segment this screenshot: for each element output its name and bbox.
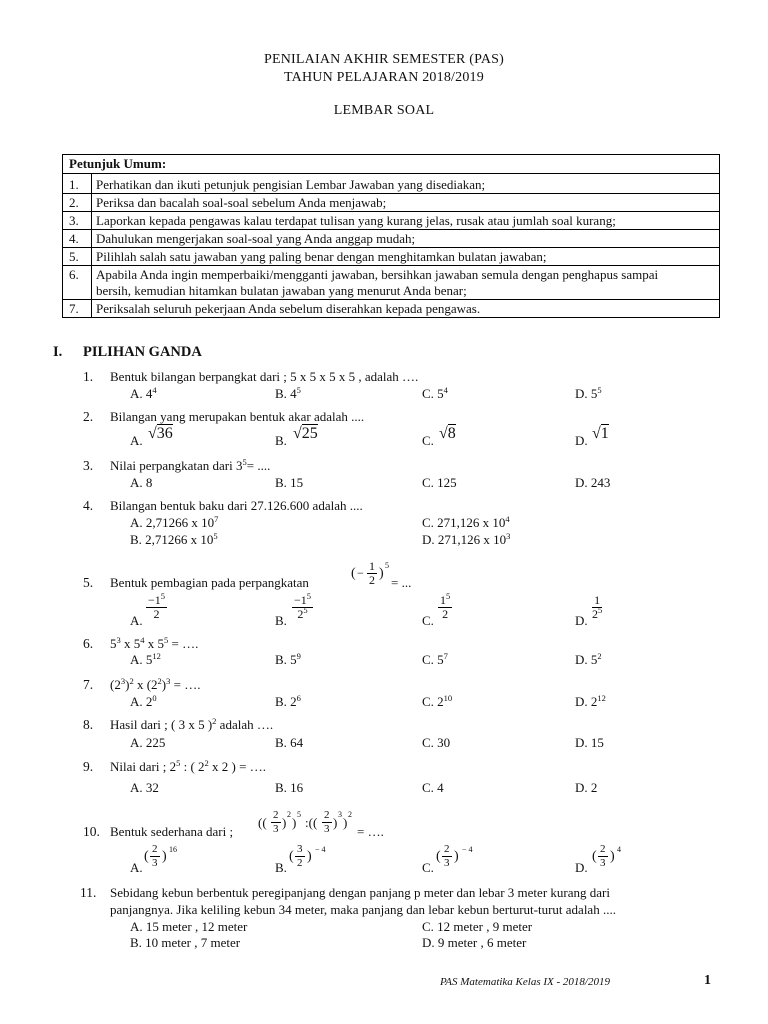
question-text: Nilai perpangkatan dari $3^5=$ .... [110, 457, 271, 473]
option-a[interactable]: A. 15 meter , 12 meter [130, 919, 248, 934]
sqrt-icon: √ [439, 425, 448, 442]
option-b-fraction: $\frac{3}{2}$ [297, 843, 303, 869]
question-text: Bentuk pembagian pada perpangkatan [110, 575, 309, 590]
option-a-fraction: $\frac{2}{3}$ [152, 843, 158, 869]
option-c[interactable]: C. 4 [422, 780, 444, 795]
paren: ) [610, 849, 615, 864]
option-b[interactable]: B. 64 [275, 735, 304, 750]
page-number: 1 [704, 973, 711, 988]
question-number: 9. [83, 759, 94, 774]
instruction-number: 4. [69, 231, 79, 246]
expression-paren: ) [379, 566, 384, 581]
paren: ( [144, 849, 149, 864]
instruction-text: Perhatikan dan ikuti petunjuk pengisian Lembar Jawaban yang disediakan; [96, 177, 486, 192]
question-number: 4. [83, 498, 94, 513]
question-text: Hasil dari ; ( 3 x 5 )$^2$ adalah …. [110, 716, 274, 732]
question-number: 7. [83, 677, 94, 692]
instruction-text: Periksa dan bacalah soal-soal sebelum Anda menjawab; [96, 195, 387, 210]
option-d[interactable]: D. $2^{12}$ [575, 693, 606, 709]
instructions-box [62, 154, 720, 318]
option-a[interactable]: A. [130, 433, 143, 448]
question-text: Sebidang kebun berbentuk peregipanjang dengan panjang p meter dan lebar 3 meter kurang dari [110, 885, 610, 900]
paren: ) [162, 849, 167, 864]
instruction-divider [63, 193, 719, 194]
instruction-text: Periksalah seluruh pekerjaan Anda sebelum diserahkan kepada pengawas. [96, 301, 481, 316]
paren: ) [307, 849, 312, 864]
question-text: Bentuk sederhana dari ; [110, 824, 234, 839]
option-b[interactable]: B. $4^5$ [275, 385, 301, 401]
instruction-text: Dahulukan mengerjakan soal-soal yang Anda anggap mudah; [96, 231, 416, 246]
question-text: Nilai dari ; $2^5$ : ( $2^2$ x 2 ) = …. [110, 758, 266, 774]
instruction-number: 1. [69, 177, 79, 192]
option-d[interactable]: D. [575, 613, 588, 628]
option-c-exponent: − 4 [462, 845, 473, 854]
option-b[interactable]: B. 15 [275, 475, 304, 490]
instruction-divider [63, 299, 719, 300]
instruction-text: Apabila Anda ingin memperbaiki/mengganti jawaban, bersihkan jawaban semula dengan penghapus sampai [96, 267, 659, 282]
question-tail: = …. [357, 824, 384, 839]
option-c[interactable]: C. 271,126 x $10^4$ [422, 514, 510, 530]
question-tail: = ... [391, 575, 412, 590]
expression-paren: ) [343, 815, 348, 830]
option-b[interactable]: B. $2^6$ [275, 693, 301, 709]
option-a[interactable]: A. 32 [130, 780, 159, 795]
section-number: I. [53, 344, 63, 360]
question-number: 2. [83, 409, 94, 424]
question-text: Bilangan yang merupakan bentuk akar adalah .... [110, 409, 365, 424]
option-d[interactable]: D. [575, 433, 588, 448]
option-a[interactable]: A. 8 [130, 475, 153, 490]
option-b[interactable]: B. [275, 860, 287, 875]
sqrt-icon: √ [148, 425, 157, 442]
option-d[interactable]: D. $5^2$ [575, 651, 602, 667]
expression-paren: ( [351, 566, 356, 581]
instruction-text-continued: bersih, kemudian hitamkan bulatan jawaban yang menurut Anda benar; [96, 283, 467, 298]
expression-exponent: 3 [338, 810, 342, 819]
option-c-fraction: $\frac{2}{3}$ [444, 843, 450, 869]
option-c[interactable]: C. 30 [422, 735, 451, 750]
sqrt-icon: √ [293, 425, 302, 442]
option-d[interactable]: D. 15 [575, 735, 604, 750]
question-number: 3. [83, 458, 94, 473]
question-number: 11. [80, 885, 97, 900]
option-b-fraction: $\frac{-1^5}{2^5}$ [294, 591, 312, 621]
option-b[interactable]: B. 16 [275, 780, 304, 795]
option-c[interactable]: C. $5^7$ [422, 651, 448, 667]
sqrt-1: √1 [592, 425, 609, 442]
instruction-number: 6. [69, 267, 79, 282]
option-c[interactable]: C. [422, 860, 434, 875]
sqrt-8: √8 [439, 425, 456, 442]
question-number: 10. [83, 824, 100, 839]
sqrt-25: √25 [293, 425, 318, 442]
option-b[interactable]: B. $5^9$ [275, 651, 301, 667]
exam-title: PENILAIAN AKHIR SEMESTER (PAS) [263, 52, 504, 67]
paren: ( [289, 849, 294, 864]
option-d[interactable]: D. 9 meter , 6 meter [422, 935, 527, 950]
option-a[interactable]: A. 225 [130, 735, 166, 750]
option-d[interactable]: D. $5^5$ [575, 385, 602, 401]
expression-exponent: 2 [287, 810, 291, 819]
expression-paren: ) [282, 815, 287, 830]
option-a-fraction: $\frac{-1^5}{2}$ [148, 591, 166, 621]
expression-exponent: 5 [385, 561, 389, 570]
option-c[interactable]: C. 12 meter , 9 meter [422, 919, 533, 934]
option-c[interactable]: C. [422, 613, 434, 628]
instruction-number: 7. [69, 301, 79, 316]
question-number: 1. [83, 369, 94, 384]
question-text: Bentuk bilangan berpangkat dari ; 5 x 5 x 5 x 5 , adalah …. [110, 369, 419, 384]
option-a[interactable]: A. $2^0$ [130, 693, 157, 709]
question-number: 5. [83, 575, 94, 590]
question-text-continued: panjangnya. Jika keliling kebun 34 meter, maka panjang dan lebar kebun berturut-turut adalah .... [110, 902, 616, 917]
option-a[interactable]: A. [130, 860, 143, 875]
sqrt-icon: √ [592, 425, 601, 442]
instruction-divider [63, 229, 719, 230]
option-b[interactable]: B. 10 meter , 7 meter [130, 935, 241, 950]
option-a[interactable]: A. $5^{12}$ [130, 651, 161, 667]
instruction-divider [63, 247, 719, 248]
option-b[interactable]: B. [275, 613, 287, 628]
option-a-exponent: 16 [169, 845, 177, 854]
expression-paren: ) [292, 815, 297, 830]
option-a[interactable]: A. $4^4$ [130, 385, 157, 401]
instruction-text: Pilihlah salah satu jawaban yang paling benar dengan menghitamkan bulatan jawaban; [96, 249, 547, 264]
question-text: $(2^3)^2$ x $(2^2)^3$ = …. [110, 676, 201, 692]
option-d-exponent: 4 [617, 845, 621, 854]
expression-fraction: $\frac{2}{3}$ [273, 809, 279, 835]
expression-divide: :(( [305, 815, 318, 830]
instruction-number: 2. [69, 195, 79, 210]
expression-paren: ) [333, 815, 338, 830]
option-d-fraction: $\frac{1}{2^5}$ [592, 593, 603, 621]
option-c[interactable]: C. $5^4$ [422, 385, 448, 401]
footer-text: PAS Matematika Kelas IX - 2018/2019 [440, 976, 610, 988]
instruction-number: 5. [69, 249, 79, 264]
option-b[interactable]: B. 2,71266 x $10^5$ [130, 531, 218, 547]
sqrt-36: √36 [148, 425, 173, 442]
option-a[interactable]: A. 2,71266 x $10^7$ [130, 514, 219, 530]
option-d[interactable]: D. 271,126 x $10^3$ [422, 531, 511, 547]
option-c-fraction: $\frac{1^5}{2}$ [440, 591, 451, 621]
sheet-title: LEMBAR SOAL [333, 103, 435, 118]
instructions-title: Petunjuk Umum: [63, 155, 719, 174]
column-divider [91, 174, 92, 318]
option-c[interactable]: C. $2^{10}$ [422, 693, 453, 709]
instruction-text: Laporkan kepada pengawas kalau terdapat tulisan yang kurang jelas, rusak atau jumlah soal kurang; [96, 213, 616, 228]
option-d[interactable]: D. [575, 860, 588, 875]
academic-year: TAHUN PELAJARAN 2018/2019 [284, 70, 484, 85]
option-d-fraction: $\frac{2}{3}$ [600, 843, 606, 869]
question-text: $5^3$ x $5^4$ x $5^5$ = …. [110, 635, 199, 651]
instruction-number: 3. [69, 213, 79, 228]
expression-exponent: 2 [348, 810, 352, 819]
expression-sign: − [357, 566, 364, 580]
question-number: 6. [83, 636, 94, 651]
question-number: 8. [83, 717, 94, 732]
option-c[interactable]: C. 125 [422, 475, 457, 490]
paren: ) [454, 849, 459, 864]
option-c[interactable]: C. [422, 433, 434, 448]
paren: ( [436, 849, 441, 864]
option-b-exponent: − 4 [315, 845, 326, 854]
expression-exponent: 5 [297, 810, 301, 819]
section-title: PILIHAN GANDA [83, 344, 202, 360]
paren: ( [592, 849, 597, 864]
expression-paren: (( [258, 815, 267, 830]
option-d[interactable]: D. 2 [575, 780, 598, 795]
expression-fraction: $\frac{1}{2}$ [369, 559, 375, 587]
expression-fraction: $\frac{2}{3}$ [324, 809, 330, 835]
option-a[interactable]: A. [130, 613, 143, 628]
question-text: Bilangan bentuk baku dari 27.126.600 adalah .... [110, 498, 363, 513]
instruction-divider [63, 211, 719, 212]
instruction-divider [63, 265, 719, 266]
option-d[interactable]: D. 243 [575, 475, 611, 490]
option-b[interactable]: B. [275, 433, 287, 448]
